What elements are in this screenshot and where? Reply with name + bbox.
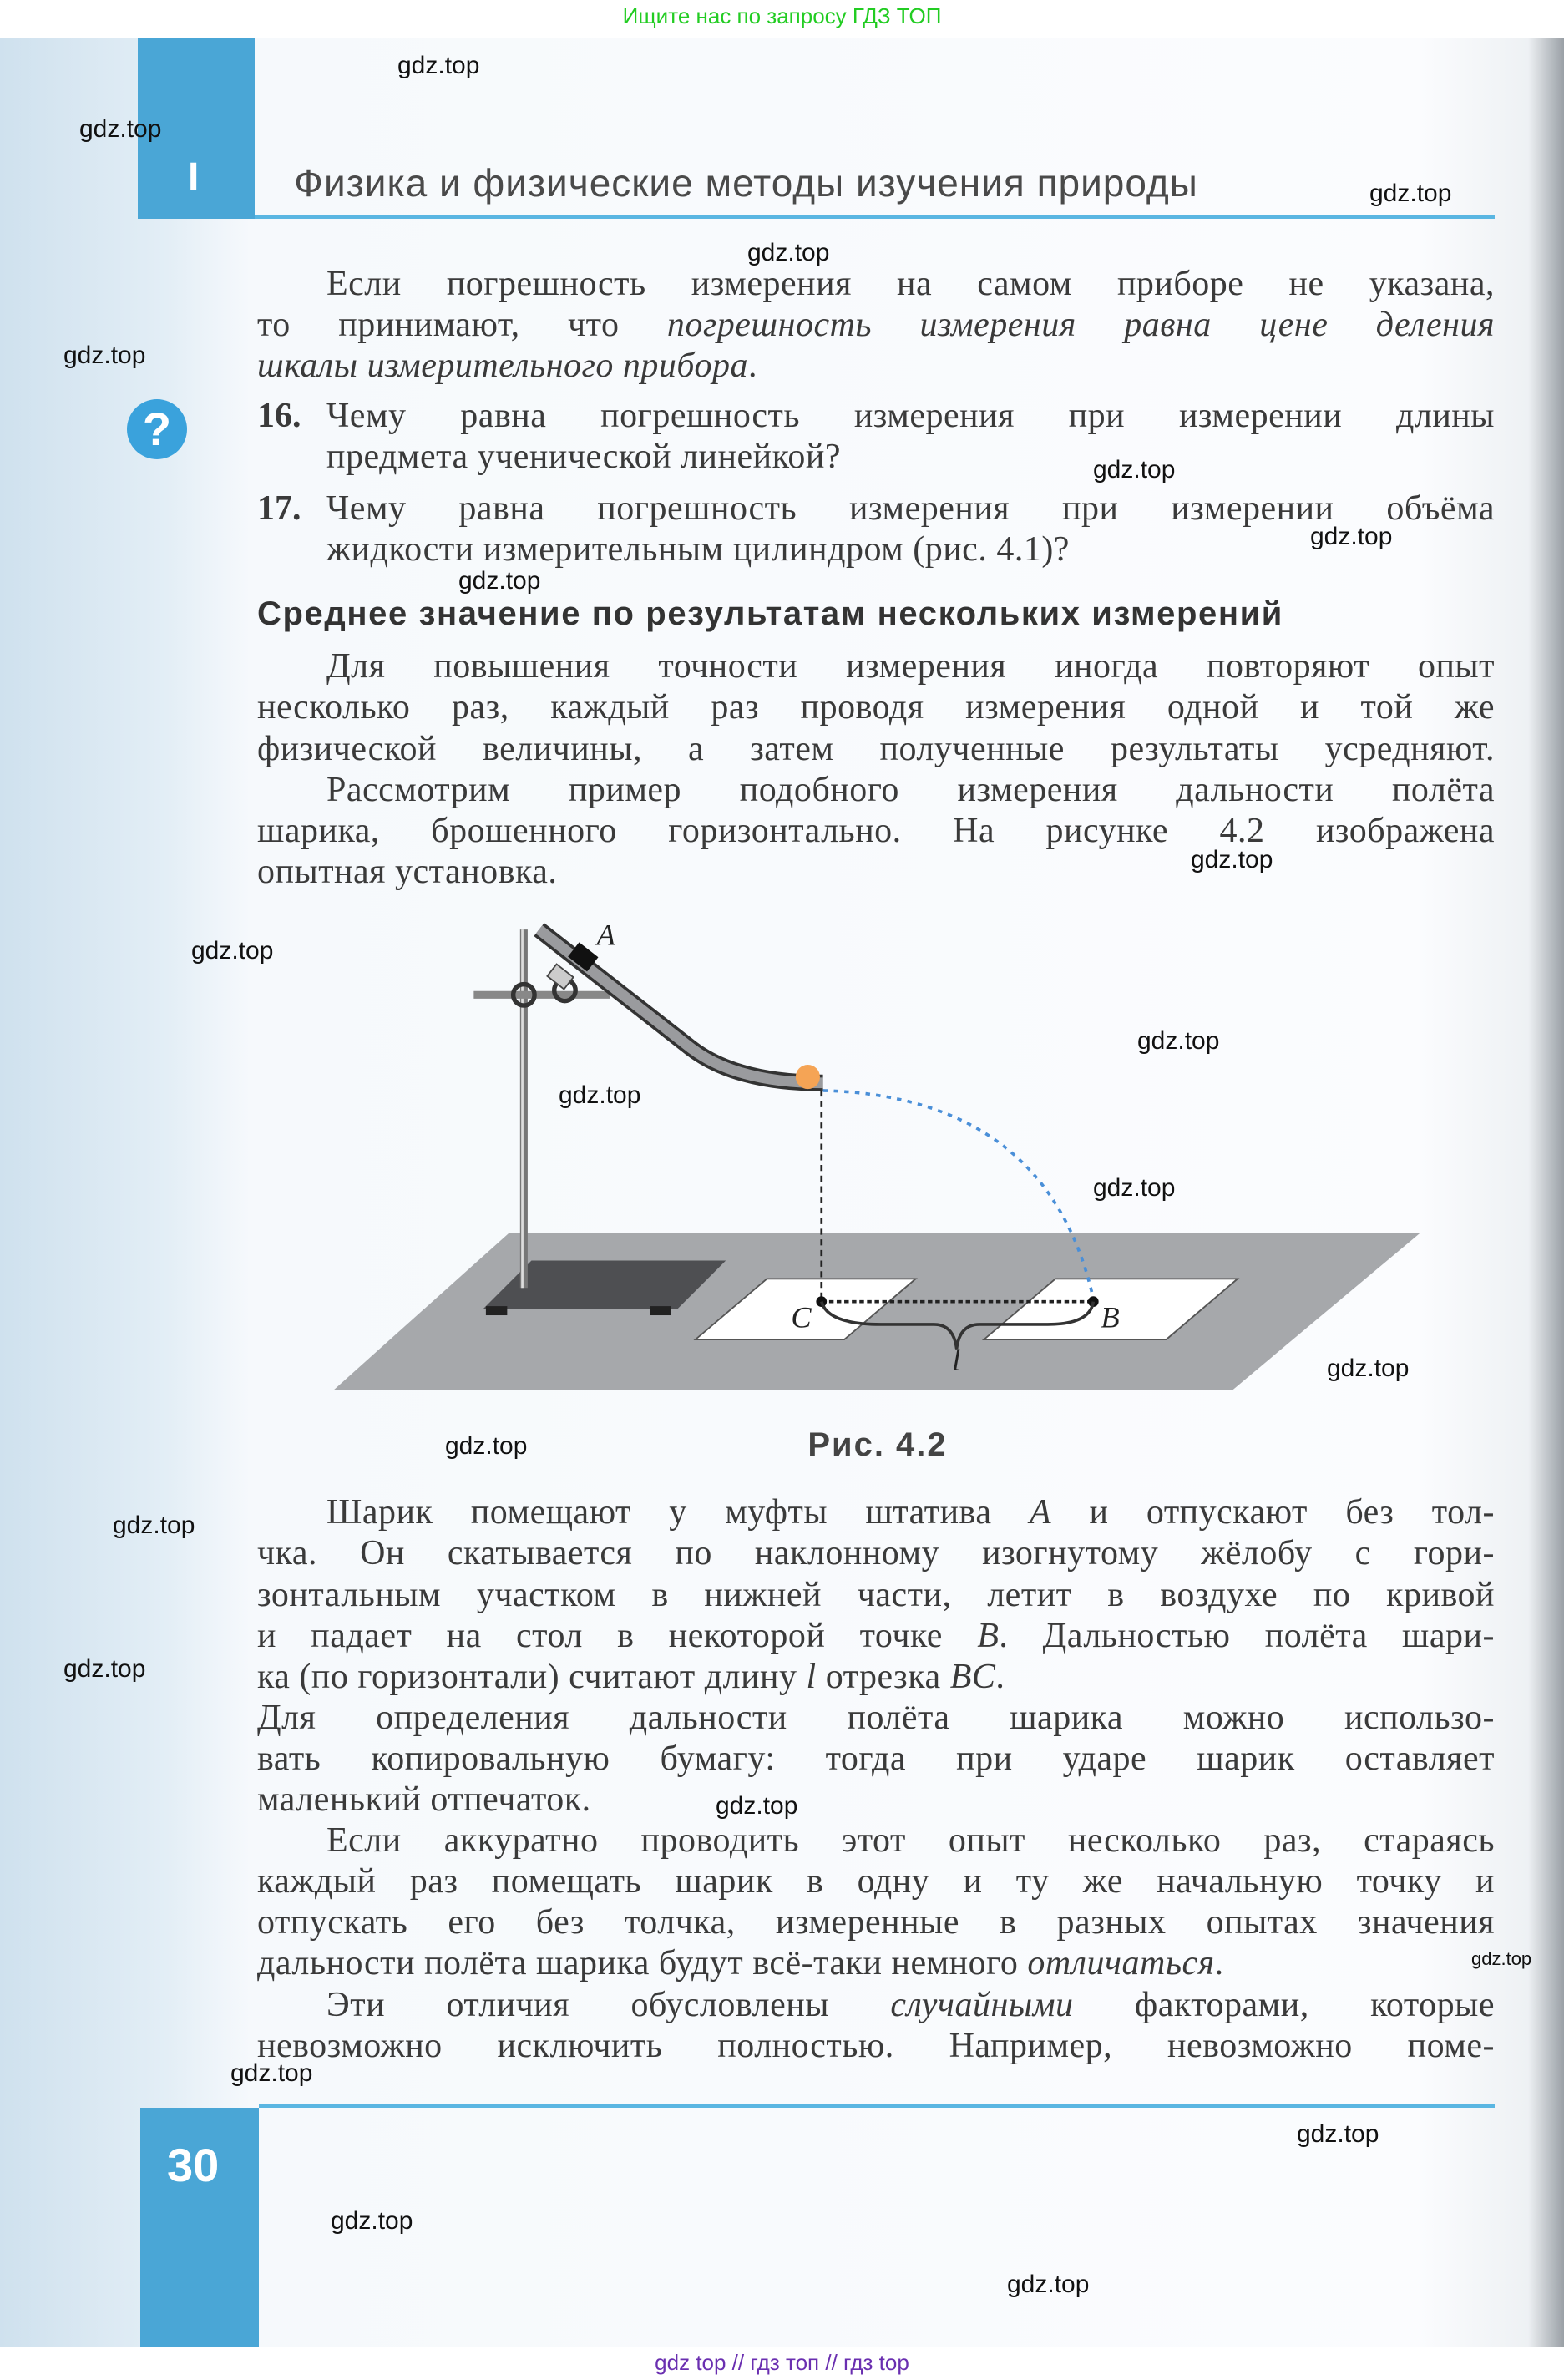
watermark-text: gdz.top <box>113 1512 195 1539</box>
text-run: факторами, которые <box>1073 1986 1495 2024</box>
text-run: вать копировальную бумагу: тогда при ударе шарик оставляет <box>257 1739 1495 1778</box>
italic-text: случайными <box>890 1986 1074 2024</box>
text-run: . <box>1214 1944 1224 1982</box>
bottom-banner-text: gdz top // гдз топ // гдз top <box>655 2350 909 2375</box>
text-run: и отпускают без тол- <box>1051 1493 1495 1532</box>
italic-text: погрешность измерения равна цене деления <box>666 306 1495 344</box>
watermark-text: gdz.top <box>1007 2271 1090 2298</box>
italic-text: шкалы измерительного прибора <box>257 347 748 385</box>
bottom-banner <box>0 2347 1564 2380</box>
text-run: предмета ученической линейкой? <box>326 438 842 476</box>
text-run: Если аккуратно проводить этот опыт несколько раз, стараясь <box>326 1821 1495 1860</box>
text-run: чка. Он скатывается по наклонному изогнутому жёлобу с гори- <box>257 1534 1495 1572</box>
stand-foot <box>486 1306 507 1315</box>
watermark-text: gdz.top <box>63 1655 146 1683</box>
page-number: 30 <box>167 2139 220 2191</box>
text-run: Эти отличия обусловлены <box>326 1986 891 2024</box>
text-run: Для определения дальности полёта шарика можно использо- <box>257 1699 1495 1737</box>
top-banner-text: Ищите нас по запросу ГДЗ ТОП <box>622 3 942 28</box>
watermark-text: gdz.top <box>747 239 830 266</box>
text-run: зонтальным участком в нижней части, летит в воздухе по кривой <box>257 1576 1495 1614</box>
text-run: каждый раз помещать шарик в одну и ту же начальную точку и <box>257 1862 1495 1901</box>
watermark-text: gdz.top <box>458 567 541 595</box>
label-l: l <box>952 1343 961 1377</box>
watermark-text: gdz.top <box>191 937 274 965</box>
text-run: отпускать его без толчка, измеренные в разных опытах значения <box>257 1903 1495 1942</box>
watermark-text: gdz.top <box>559 1081 641 1109</box>
text-run: и падает на стол в некоторой точке <box>257 1617 978 1655</box>
section-heading: Среднее значение по результатам нескольких измерений <box>257 595 1284 632</box>
chapter-number: I <box>188 155 200 200</box>
text-run: невозможно исключить полностью. Например, невозможно поме- <box>257 2027 1495 2065</box>
text-run: опытная установка. <box>257 853 558 891</box>
watermark-text: gdz.top <box>445 1432 528 1460</box>
text-run: то принимают, что <box>257 306 667 344</box>
text-run: . <box>748 347 757 385</box>
italic-text: BC <box>949 1658 996 1696</box>
watermark-text: gdz.top <box>1137 1027 1220 1055</box>
watermark-text: gdz.top <box>1327 1355 1410 1382</box>
text-run: Если погрешность измерения на самом приборе не указана, <box>326 265 1495 303</box>
italic-text: отличаться <box>1027 1944 1215 1982</box>
watermark-text: gdz.top <box>1093 456 1176 484</box>
watermark-text: gdz.top <box>63 342 146 369</box>
watermark-text: gdz.top <box>397 52 480 79</box>
text-run: Чему равна погрешность измерения при измерении объёма <box>326 489 1495 528</box>
label-b: B <box>1101 1300 1120 1334</box>
label-a: A <box>596 918 615 952</box>
figure-caption: Рис. 4.2 <box>807 1426 948 1463</box>
muff-clamp <box>547 965 573 990</box>
watermark-text: gdz.top <box>716 1792 798 1820</box>
text-run: Чему равна погрешность измерения при измерении длины <box>326 397 1495 435</box>
text-run: Шарик помещают у муфты штатива <box>326 1493 1030 1532</box>
text-run: дальности полёта шарика будут всё-таки немного <box>257 1944 1028 1982</box>
text-run: жидкости измерительным цилиндром (рис. 4.1)? <box>326 530 1070 569</box>
watermark-text: gdz.top <box>1310 523 1393 550</box>
watermark-text: gdz.top <box>1471 1948 1532 1969</box>
watermark-text: gdz.top <box>1093 1174 1176 1202</box>
watermark-text: gdz.top <box>1297 2120 1379 2148</box>
text-run: . Дальностью полёта шари- <box>999 1617 1495 1655</box>
text-run: Для повышения точности измерения иногда повторяют опыт <box>326 647 1495 686</box>
text-run: маленький отпечаток. <box>257 1780 591 1819</box>
watermark-text: gdz.top <box>331 2207 413 2235</box>
text-run: отрезка <box>816 1658 950 1696</box>
text-run: физической величины, а затем полученные результаты усредняют. <box>257 730 1495 768</box>
question-number: 16. <box>257 397 301 435</box>
text-run: несколько раз, каждый раз проводя измерения одной и той же <box>257 688 1495 727</box>
stand-foot <box>650 1306 671 1315</box>
watermark-text: gdz.top <box>1191 846 1273 874</box>
ball <box>796 1065 820 1089</box>
italic-text: B <box>977 1617 1000 1655</box>
watermark-text: gdz.top <box>1369 180 1452 207</box>
watermark-text: gdz.top <box>230 2059 313 2087</box>
watermark-text: gdz.top <box>79 115 162 143</box>
question-icon: ? <box>127 399 187 459</box>
chapter-title: Физика и физические методы изучения природы <box>294 161 1198 205</box>
label-c: C <box>791 1300 812 1334</box>
question-number: 17. <box>257 489 301 528</box>
text-run: ка (по горизонтали) считают длину <box>257 1658 807 1696</box>
italic-text: A <box>1029 1493 1052 1532</box>
text-run: Рассмотрим пример подобного измерения дальности полёта <box>326 771 1495 809</box>
text-run: шарика, брошенного горизонтально. На рисунке 4.2 изображена <box>257 812 1495 850</box>
italic-text: l <box>806 1658 817 1696</box>
footer-divider <box>259 2104 1495 2108</box>
text-run: . <box>995 1658 1005 1696</box>
